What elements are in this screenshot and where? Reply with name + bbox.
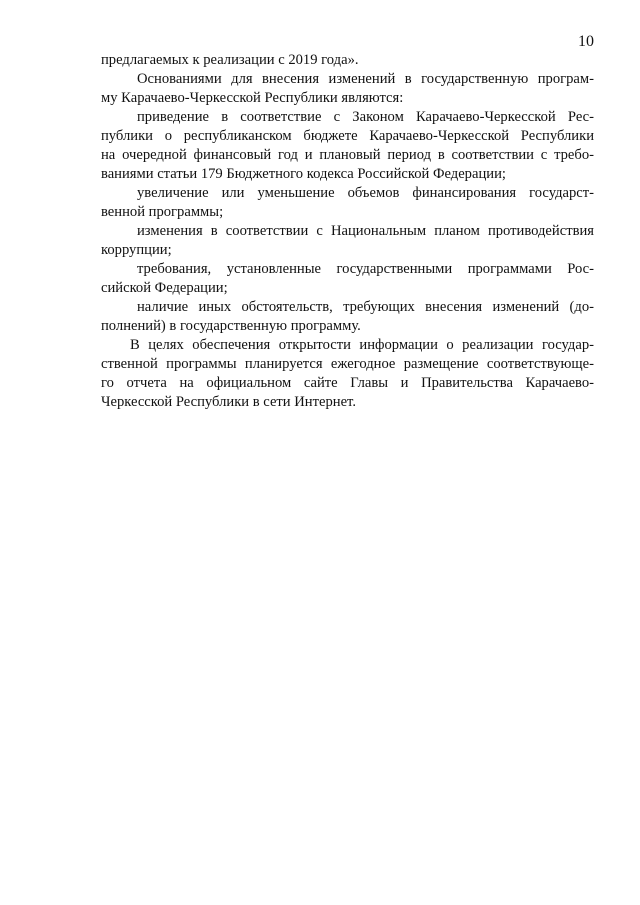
text-line: публики о республиканском бюджете Карачаево-Черкесской Республики [101,128,594,144]
text-line: Черкесской Республики в сети Интернет. [101,394,356,410]
list-item-first-line: изменения в соответствии с Национальным планом противодействия [137,223,594,239]
text-line: ственной программы планируется ежегодное размещение соответствующе- [101,356,594,372]
text-line: венной программы; [101,204,224,220]
list-item-first-line: наличие иных обстоятельств, требующих внесения изменений (до- [137,299,594,315]
paragraph-first-line: В целях обеспечения открытости информации о реализации государ- [130,337,594,353]
text-line: го отчета на официальном сайте Главы и Правительства Карачаево- [101,375,594,391]
text-line: на очередной финансовый год и плановый период в соответствии с требо- [101,147,594,163]
paragraph-first-line: Основаниями для внесения изменений в государственную програм- [137,71,594,87]
list-item-first-line: приведение в соответствие с Законом Карачаево-Черкесской Рес- [137,109,594,125]
text-line: сийской Федерации; [101,280,228,296]
list-item-first-line: требования, установленные государственными программами Рос- [137,261,594,277]
text-line: полнений) в государственную программу. [101,318,361,334]
text-line: ваниями статьи 179 Бюджетного кодекса Российской Федерации; [101,166,506,182]
text-line: коррупции; [101,242,172,258]
list-item-first-line: увеличение или уменьшение объемов финансирования государст- [137,185,594,201]
page-number: 10 [578,33,594,50]
document-body [101,51,594,412]
text-line: предлагаемых к реализации с 2019 года». [101,52,359,68]
text-line: му Карачаево-Черкесской Республики являются: [101,90,404,106]
